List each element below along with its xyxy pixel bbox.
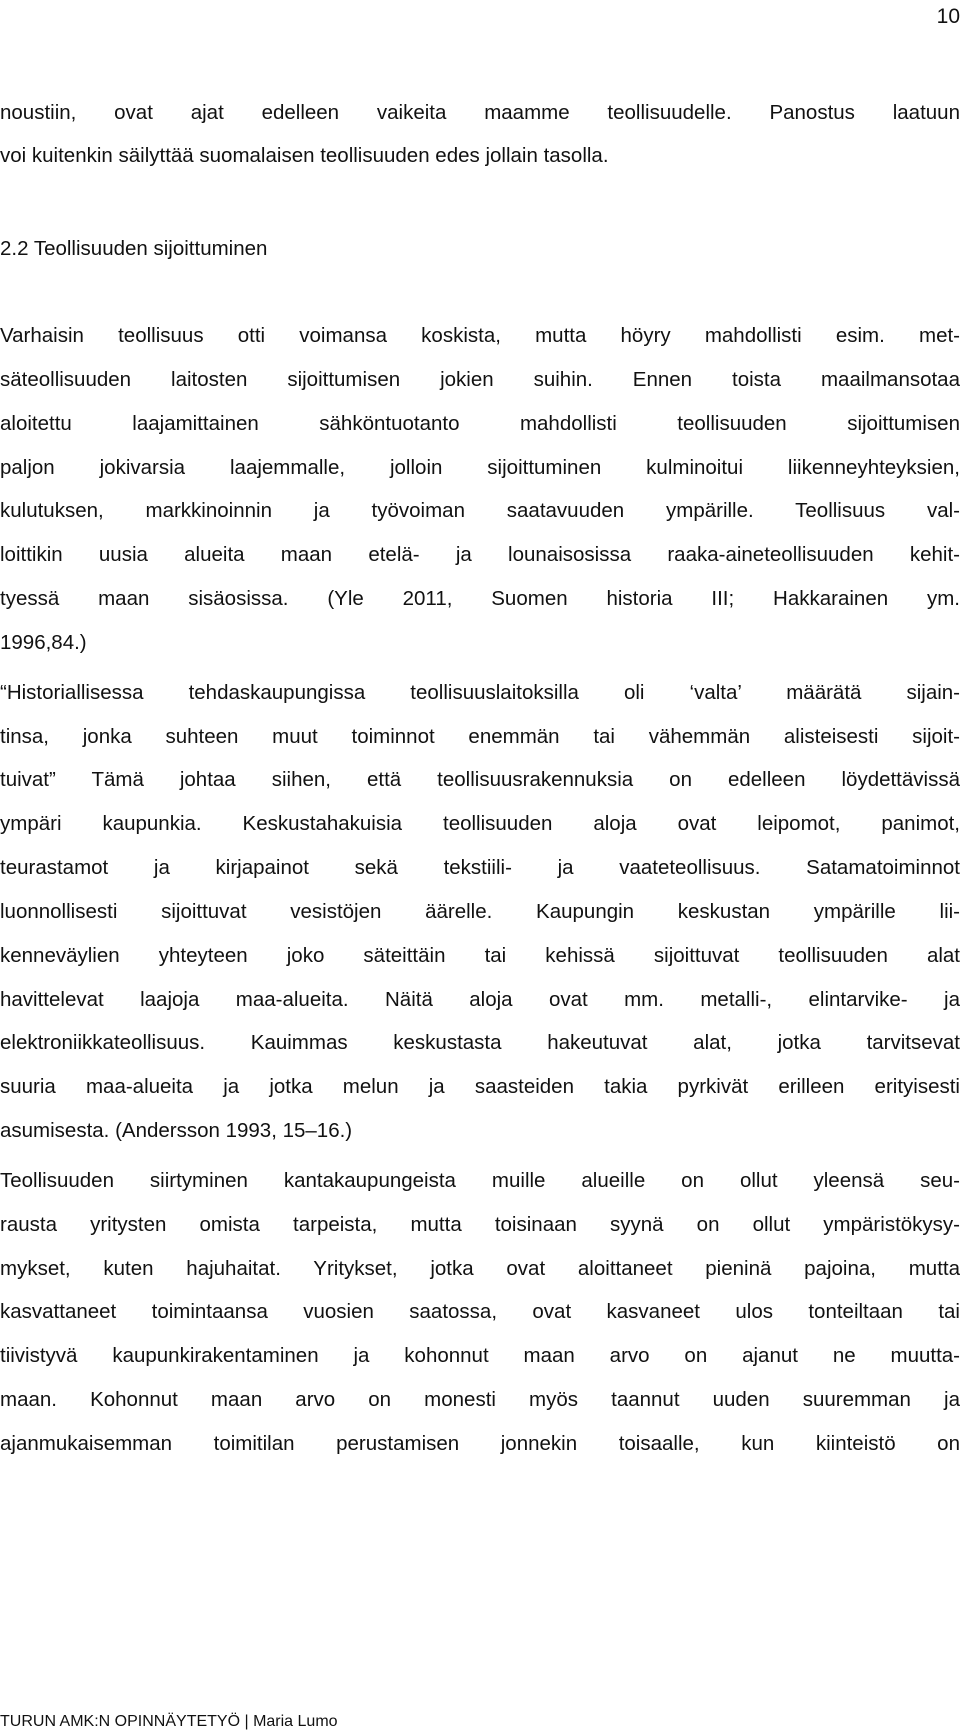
text-line: ajanmukaisemman toimitilan perustamisen jonnekin toisaalle, kun kiinteistö on — [0, 1432, 960, 1455]
text-line: tiivistyvä kaupunkirakentaminen ja kohonnut maan arvo on ajanut ne muutta- — [0, 1344, 960, 1367]
text-line: paljon jokivarsia laajemmalle, jolloin sijoittuminen kulminoitui liikenneyhteyksien, — [0, 456, 960, 479]
text-line: asumisesta. (Andersson 1993, 15–16.) — [0, 1119, 353, 1142]
text-line: kulutuksen, markkinoinnin ja työvoiman saatavuuden ympärille. Teollisuus val- — [0, 499, 960, 522]
text-line: kasvattaneet toimintaansa vuosien saatossa, ovat kasvaneet ulos tonteiltaan tai — [0, 1300, 960, 1323]
text-line: maan. Kohonnut maan arvo on monesti myös taannut uuden suuremman ja — [0, 1388, 960, 1411]
text-line: Varhaisin teollisuus otti voimansa koskista, mutta höyry mahdollisti esim. met- — [0, 324, 960, 347]
text-line: elektroniikkateollisuus. Kauimmas keskustasta hakeutuvat alat, jotka tarvitsevat — [0, 1031, 960, 1054]
text-line: tinsa, jonka suhteen muut toiminnot enemmän tai vähemmän alisteisesti sijoit- — [0, 725, 960, 748]
text-line: suuria maa-alueita ja jotka melun ja saasteiden takia pyrkivät erilleen erityisesti — [0, 1075, 960, 1098]
text-line: “Historiallisessa tehdaskaupungissa teollisuuslaitoksilla oli ‘valta’ määrätä sijain- — [0, 681, 960, 704]
text-line: säteollisuuden laitosten sijoittumisen jokien suihin. Ennen toista maailmansotaa — [0, 368, 960, 391]
section-heading: 2.2 Teollisuuden sijoittuminen — [0, 237, 268, 260]
text-line: Teollisuuden siirtyminen kantakaupungeista muille alueille on ollut yleensä seu- — [0, 1169, 960, 1192]
text-line: aloitettu laajamittainen sähköntuotanto mahdollisti teollisuuden sijoittumisen — [0, 412, 960, 435]
page-number: 10 — [936, 5, 960, 28]
text-line: noustiin, ovat ajat edelleen vaikeita maamme teollisuudelle. Panostus laatuun — [0, 101, 960, 124]
text-line: teurastamot ja kirjapainot sekä tekstiili- ja vaateteollisuus. Satamatoiminnot — [0, 856, 960, 879]
text-line: mykset, kuten hajuhaitat. Yritykset, jotka ovat aloittaneet pieninä pajoina, mutta — [0, 1257, 960, 1280]
page-footer: TURUN AMK:N OPINNÄYTETYÖ | Maria Lumo — [0, 1713, 338, 1730]
text-line: voi kuitenkin säilyttää suomalaisen teollisuuden edes jollain tasolla. — [0, 144, 609, 167]
text-line: luonnollisesti sijoittuvat vesistöjen äärelle. Kaupungin keskustan ympärille lii- — [0, 900, 960, 923]
text-line: havittelevat laajoja maa-alueita. Näitä aloja ovat mm. metalli-, elintarvike- ja — [0, 988, 960, 1011]
text-line: tyessä maan sisäosissa. (Yle 2011, Suomen historia III; Hakkarainen ym. — [0, 587, 960, 610]
text-line: rausta yritysten omista tarpeista, mutta toisinaan syynä on ollut ympäristökysy- — [0, 1213, 960, 1236]
text-line: ympäri kaupunkia. Keskustahakuisia teollisuuden aloja ovat leipomot, panimot, — [0, 812, 960, 835]
text-line: 1996,84.) — [0, 631, 87, 654]
text-line: tuivat” Tämä johtaa siihen, että teollisuusrakennuksia on edelleen löydettävissä — [0, 768, 960, 791]
text-line: kenneväylien yhteyteen joko säteittäin tai kehissä sijoittuvat teollisuuden alat — [0, 944, 960, 967]
text-line: loittikin uusia alueita maan etelä- ja lounaisosissa raaka-aineteollisuuden kehit- — [0, 543, 960, 566]
